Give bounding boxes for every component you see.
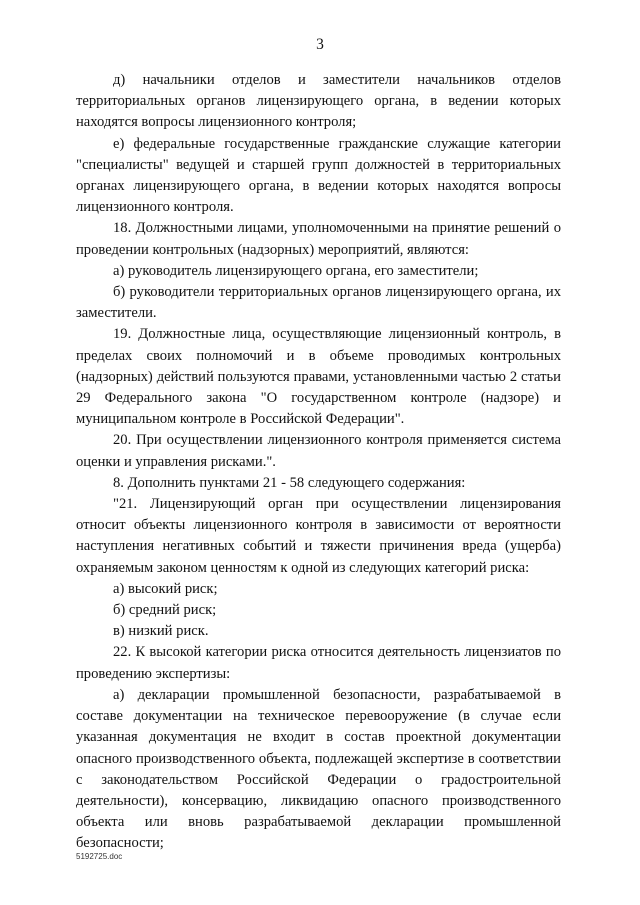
paragraph-22-high-risk-activities: 22. К высокой категории риска относится деятельность лицензиатов по проведению экспертизы: xyxy=(76,644,561,682)
page-number: 3 xyxy=(316,36,324,53)
paragraph-18b: б) руководители территориальных органов лицензирующего органа, их заместители. xyxy=(76,284,561,322)
document-body xyxy=(76,70,561,855)
paragraph-d-department-heads: д) начальники отделов и заместители начальников отделов территориальных органов лицензирующего органа, в ведении которых находятся вопросы лицензионного контроля; xyxy=(76,72,561,131)
paragraph-19-officials-rights: 19. Должностные лица, осуществляющие лицензионный контроль, в пределах своих полномочий и в объеме проводимых контрольных (надзорных) действий пользуются правами, установленными частью 2 статьи 29 Федерального закона "О государственном контроле (надзоре) и муниципальном контроле в Российской Федерации". xyxy=(76,326,561,428)
paragraph-20-risk-system: 20. При осуществлении лицензионного контроля применяется система оценки и управления рисками.". xyxy=(76,432,561,470)
paragraph-18a: а) руководитель лицензирующего органа, его заместители; xyxy=(113,262,479,279)
paragraph-e-civil-servants: е) федеральные государственные гражданские служащие категории "специалисты" ведущей и старшей групп должностей в территориальных органах лицензирующего органа, в ведении которых находятся вопросы лицензионного контроля. xyxy=(76,135,561,216)
paragraph-21a-high-risk: а) высокий риск; xyxy=(113,580,218,597)
footer-filename: 5192725.doc xyxy=(76,852,123,861)
paragraph-8-amendment: 8. Дополнить пунктами 21 - 58 следующего содержания: xyxy=(113,474,466,491)
paragraph-21c-low-risk: в) низкий риск. xyxy=(113,623,209,640)
paragraph-18-authorized-officials: 18. Должностными лицами, уполномоченными на принятие решений о проведении контрольных (надзорных) мероприятий, являются: xyxy=(76,220,561,258)
paragraph-22a-safety-declaration: а) декларации промышленной безопасности, разрабатываемой в составе документации на техническое перевооружение (в случае если указанная документация не входит в состав проектной документации опасного производственного объекта, подлежащей экспертизе в соответствии с законодательством Российской Федерации о градостроительной деятельности), консервацию, ликвидацию опасного производственного объекта или вновь разрабатываемой декларации промышленной безопасности; xyxy=(76,686,561,852)
paragraph-21-risk-categories: "21. Лицензирующий орган при осуществлении лицензирования относит объекты лицензионного контроля в зависимости от вероятности наступления негативных событий и тяжести причинения вреда (ущерба) охраняемым законом ценностям к одной из следующих категорий риска: xyxy=(76,496,561,576)
paragraph-21b-medium-risk: б) средний риск; xyxy=(113,602,217,619)
